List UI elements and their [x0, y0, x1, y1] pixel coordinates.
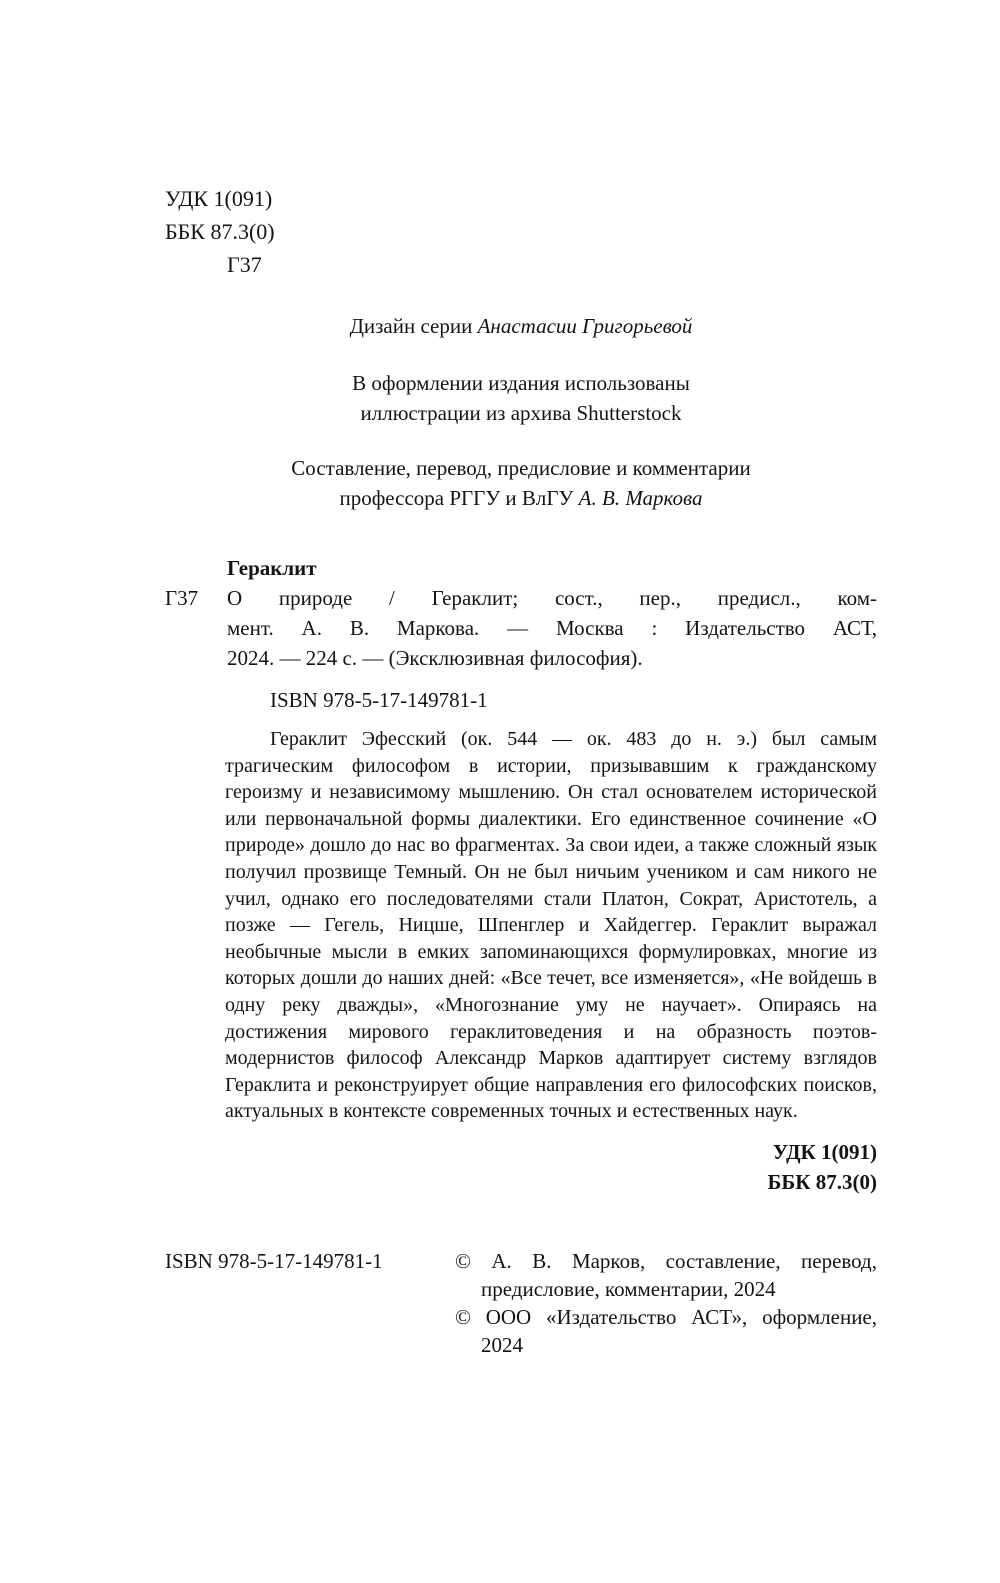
page-content: [165, 182, 877, 1359]
series-designer-name: Анастасии Григорьевой: [477, 314, 693, 338]
bottom-classification-codes: [165, 1137, 877, 1197]
compilation-credit-line1: Составление, перевод, предисловие и комментарии: [291, 456, 751, 480]
catalog-isbn: ISBN 978-5-17-149781-1: [270, 688, 488, 712]
compilation-credit-line2-prefix: профессора РГГУ и ВлГУ: [339, 486, 579, 510]
annotation-paragraph: Гераклит Эфесский (ок. 544 — ок. 483 до н. э.) был самым трагическим философом в истории, призывавшим к гражданскому героизму и независимому мышлению. Он стал основателем исторической или первоначальной формы диалектики. Его единственное сочинение «О природе» дошло до нас во фрагментах. За свои идеи, а также сложный язык получил прозвище Темный. Он не был ничьим учеником и сам никого не учил, однако его последователями стали Платон, Сократ, Аристотель, а позже — Гегель, Ницше, Шпенглер и Хайдеггер. Гераклит выражал необычные мысли в емких запоминающихся формулировках, многие из которых дошли до наших дней: «Все течет, все изменяется», «Не войдешь в одну реку дважды», «Многознание уму не научает». Опираясь на достижения мирового гераклитоведения и на образность поэтов-модернистов философ Александр Марков адаптирует систему взглядов Гераклита и реконструирует общие направления его философских поисков, актуальных в контексте современных точных и естественных наук.: [225, 728, 877, 1123]
compilation-credit-line2: [165, 483, 877, 513]
compiler-name: А. В. Маркова: [578, 486, 703, 510]
top-classification-codes: [165, 182, 877, 281]
illustration-credit-line2: иллюстрации из архива Shutterstock: [360, 401, 682, 425]
catalog-code: Г37: [165, 586, 199, 610]
catalog-description-line3: 2024. — 224 с. — (Эксклюзивная философия).: [227, 646, 643, 670]
catalog-entry: [165, 583, 877, 673]
series-design-prefix: Дизайн серии: [349, 314, 478, 338]
catalog-description-line2: мент. А. В. Маркова. — Москва : Издательство АСТ,: [227, 616, 877, 640]
catalog-description-line1: О природе / Гераклит; сост., пер., предисл., ком-: [227, 586, 877, 610]
copyright-author: © А. В. Марков, составление, перевод, предисловие, комментарии, 2024: [455, 1248, 877, 1301]
udk-code-bottom: УДК 1(091): [772, 1139, 877, 1164]
copyright-list: [455, 1247, 877, 1359]
series-design-credit: [165, 311, 877, 341]
catalog-author: Гераклит: [227, 556, 317, 580]
copyright-publisher: © ООО «Издательство АСТ», оформление, 2024: [455, 1304, 877, 1357]
imprint-block: [165, 1247, 877, 1359]
catalog-code-top: Г37: [227, 252, 262, 277]
udk-code-top: УДК 1(091): [165, 186, 273, 211]
illustration-credit-line1: В оформлении издания использованы: [352, 371, 690, 395]
illustration-credit: [165, 368, 877, 428]
bbk-code-top: ББК 87.3(0): [165, 219, 275, 244]
bbk-code-bottom: ББК 87.3(0): [767, 1169, 877, 1194]
catalog-description: [227, 583, 877, 673]
compilation-credit: [165, 453, 877, 513]
imprint-isbn: ISBN 978-5-17-149781-1: [165, 1248, 383, 1273]
